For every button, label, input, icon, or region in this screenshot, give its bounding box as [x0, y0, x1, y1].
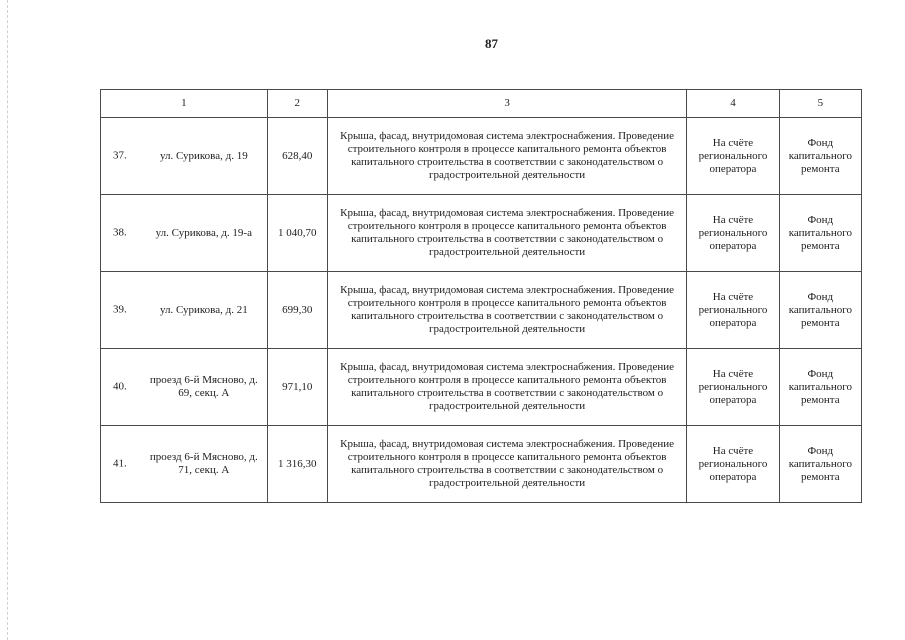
address-text: проезд 6-й Мясново, д. 69, секц. А [149, 374, 258, 399]
table-row [101, 272, 862, 349]
address-text: ул. Сурикова, д. 19-а [155, 226, 252, 239]
fund-cell: Фонд капитального ремонта [779, 426, 861, 503]
table-row [101, 426, 862, 503]
works-cell: Крыша, фасад, внутридомовая система электроснабжения. Проведение строительного контроля в процессе капитального ремонта объектов капитального строительства в соответствии с законодательством о градостроительной деятельности [327, 349, 686, 426]
header-row [101, 90, 862, 118]
column-header-5: 5 [779, 90, 861, 118]
address-text: проезд 6-й Мясново, д. 71, секц. А [149, 451, 258, 476]
works-cell: Крыша, фасад, внутридомовая система электроснабжения. Проведение строительного контроля в процессе капитального ремонта объектов капитального строительства в соответствии с законодательством о градостроительной деятельности [327, 426, 686, 503]
row-number: 39. [113, 303, 127, 316]
column-header-2: 2 [267, 90, 327, 118]
works-cell: Крыша, фасад, внутридомовая система электроснабжения. Проведение строительного контроля в процессе капитального ремонта объектов капитального строительства в соответствии с законодательством о градостроительной деятельности [327, 272, 686, 349]
address-cell [101, 118, 268, 195]
scan-margin-line [7, 0, 8, 640]
column-header-4: 4 [687, 90, 779, 118]
table-row [101, 195, 862, 272]
operator-cell: На счёте регионального оператора [687, 426, 779, 503]
address-cell [101, 349, 268, 426]
operator-cell: На счёте регионального оператора [687, 195, 779, 272]
address-text: ул. Сурикова, д. 21 [159, 303, 248, 316]
row-number: 37. [113, 149, 127, 162]
column-header-3: 3 [327, 90, 686, 118]
area-cell: 699,30 [267, 272, 327, 349]
fund-cell: Фонд капитального ремонта [779, 349, 861, 426]
address-cell [101, 426, 268, 503]
row-number: 38. [113, 226, 127, 239]
row-number: 41. [113, 457, 127, 470]
table-row [101, 349, 862, 426]
address-cell [101, 272, 268, 349]
column-header-1: 1 [101, 90, 268, 118]
area-cell: 1 040,70 [267, 195, 327, 272]
row-number: 40. [113, 380, 127, 393]
area-cell: 971,10 [267, 349, 327, 426]
works-cell: Крыша, фасад, внутридомовая система электроснабжения. Проведение строительного контроля в процессе капитального ремонта объектов капитального строительства в соответствии с законодательством о градостроительной деятельности [327, 118, 686, 195]
operator-cell: На счёте регионального оператора [687, 118, 779, 195]
area-cell: 1 316,30 [267, 426, 327, 503]
area-cell: 628,40 [267, 118, 327, 195]
address-cell [101, 195, 268, 272]
works-cell: Крыша, фасад, внутридомовая система электроснабжения. Проведение строительного контроля в процессе капитального ремонта объектов капитального строительства в соответствии с законодательством о градостроительной деятельности [327, 195, 686, 272]
page-number: 87 [485, 36, 498, 51]
operator-cell: На счёте регионального оператора [687, 272, 779, 349]
repair-works-table [100, 89, 862, 503]
fund-cell: Фонд капитального ремонта [779, 118, 861, 195]
table-row [101, 118, 862, 195]
operator-cell: На счёте регионального оператора [687, 349, 779, 426]
address-text: ул. Сурикова, д. 19 [159, 149, 248, 162]
fund-cell: Фонд капитального ремонта [779, 272, 861, 349]
fund-cell: Фонд капитального ремонта [779, 195, 861, 272]
